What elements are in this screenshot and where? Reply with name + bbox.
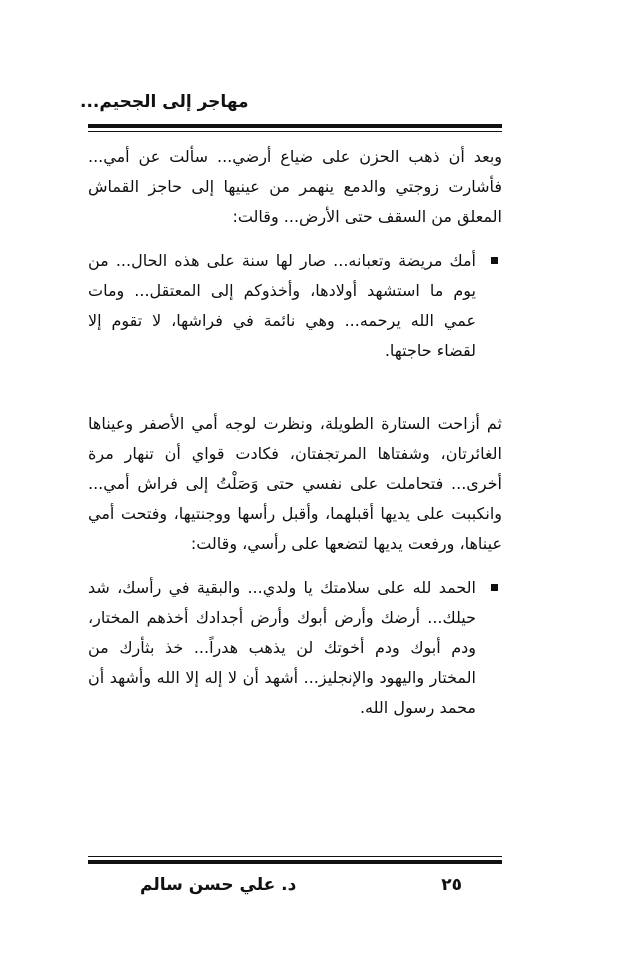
square-bullet-icon [491, 257, 498, 264]
paragraph-gap [88, 366, 502, 409]
page-number: ٢٥ [441, 875, 462, 895]
bullet-paragraph-1 [88, 246, 502, 366]
header-rule-thin [88, 131, 502, 132]
square-bullet-icon [491, 584, 498, 591]
bullet-paragraph-1-text: أمك مريضة وتعبانه... صار لها سنة على هذه الحال... من يوم ما استشهد أولادها، وأخذوكم إلى المعتقل... ومات عمي الله يرحمه... وهي نائمة في فراشها، لا تقوم إلا لقضاء حاجتها. [88, 251, 476, 360]
body-text [88, 142, 502, 723]
bullet-paragraph-2 [88, 573, 502, 723]
footer-rule-thick [88, 860, 502, 864]
book-title: مهاجر إلى الجحيم... [80, 92, 249, 112]
header-rule-thick [88, 124, 502, 128]
author-name: د. علي حسن سالم [140, 875, 297, 895]
book-page [80, 0, 502, 958]
bullet-paragraph-2-text: الحمد لله على سلامتك يا ولدي... والبقية في رأسك، شد حيلك... أرضك وأرض أبوك وأرض أجدادك أخذهم المختار، ودم أبوك ودم أخوتك لن يذهب هدراً... خذ بثأرك من المختار واليهود والإنجليز... أشهد أن لا إله إلا الله وأشهد أن محمد رسول الله. [88, 578, 476, 717]
paragraph-1: وبعد أن ذهب الحزن على ضياع أرضي... سألت عن أمي... فأشارت زوجتي والدمع ينهمر من عينيها إلى حاجز القماش المعلق من السقف حتى الأرض... وقالت: [88, 147, 502, 226]
footer-rule-thin [88, 856, 502, 857]
page-footer [140, 875, 462, 905]
paragraph-2: ثم أزاحت الستارة الطويلة، ونظرت لوجه أمي الأصفر وعيناها الغائرتان، وشفتاها المرتجفتان، فكادت قواي أن تنهار مرة أخرى... فتحاملت على نفسي حتى وَصَلْتُ إلى فراش أمي... وانكببت على يديها أقبلهما، وأقبل رأسها ووجنتيها، وفتحت أمي عيناها، ورفعت يديها لتضعها على رأسي، وقالت: [88, 414, 502, 553]
running-header [80, 92, 502, 122]
